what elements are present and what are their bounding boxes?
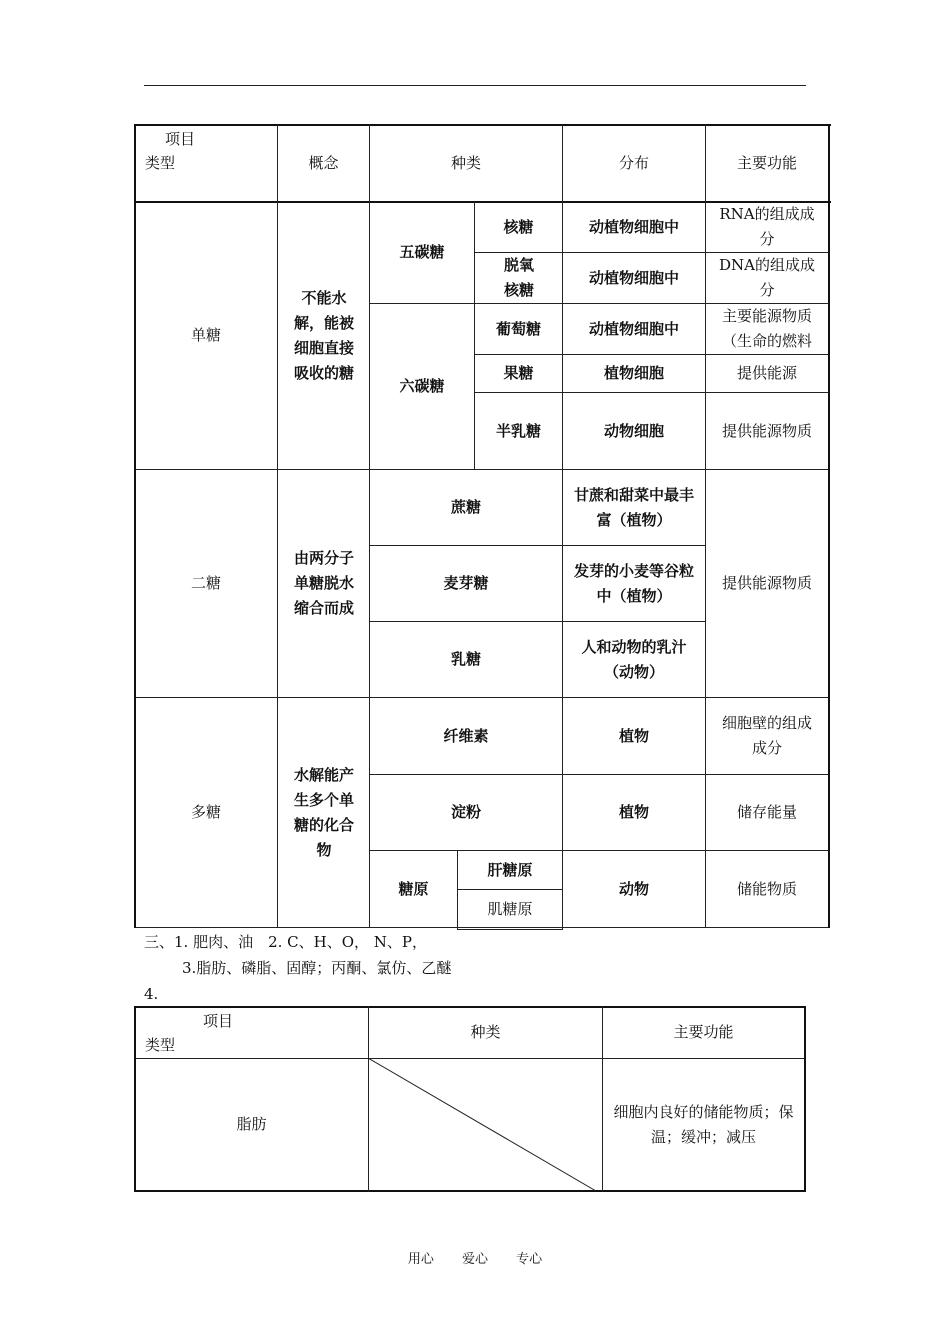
dist-ribose: 动植物细胞中 xyxy=(588,217,679,236)
dist-glucose: 动植物细胞中 xyxy=(588,319,679,338)
kind-liver-glycogen: 肝糖原 xyxy=(487,860,533,879)
kind-ribose: 核糖 xyxy=(503,217,534,236)
footer-word-2: 爱心 xyxy=(461,1252,488,1267)
kind-starch: 淀粉 xyxy=(450,803,481,821)
kind-sucrose: 蔗糖 xyxy=(450,498,481,516)
t2-corner-item: 项目 xyxy=(203,1012,234,1030)
dist-sucrose: 甘蔗和甜菜中最丰富（植物） xyxy=(573,485,694,529)
t2-header-function: 主要功能 xyxy=(673,1023,734,1041)
footer-word-3: 专心 xyxy=(516,1252,543,1267)
dist-galactose: 动物细胞 xyxy=(603,421,664,440)
kind-deoxyribose: 脱氧核糖 xyxy=(503,256,534,299)
func-deoxyribose: DNA的组成成分 xyxy=(719,256,815,299)
dist-maltose: 发芽的小麦等谷粒中（植物） xyxy=(573,561,694,605)
header-kinds: 种类 xyxy=(450,153,481,172)
func-glucose: 主要能源物质（生命的燃料 xyxy=(721,307,812,350)
footer-word-1: 用心 xyxy=(407,1252,434,1267)
t2-corner-type: 类型 xyxy=(145,1036,176,1054)
page-footer xyxy=(0,1248,950,1267)
diagonal-slash xyxy=(368,1058,602,1191)
kind-glucose: 葡萄糖 xyxy=(495,319,541,338)
header-rule xyxy=(144,85,806,86)
type-polysaccharide: 多糖 xyxy=(190,803,221,821)
dist-glycogen: 动物 xyxy=(618,880,649,898)
header-concept: 概念 xyxy=(308,153,339,172)
answer-line-2: 3.脂肪、磷脂、固醇；丙酮、氯仿、乙醚 xyxy=(182,959,452,977)
t2-type-fat: 脂肪 xyxy=(236,1115,267,1133)
kind-glycogen: 糖原 xyxy=(398,880,429,898)
func-glycogen: 储能物质 xyxy=(736,880,797,898)
type-disaccharide: 二糖 xyxy=(190,574,221,592)
dist-cellulose: 植物 xyxy=(618,726,649,745)
type-monosaccharide: 单糖 xyxy=(190,326,221,344)
kind-cellulose: 纤维素 xyxy=(443,726,489,745)
t2-header-kinds: 种类 xyxy=(470,1023,501,1041)
header-corner-item: 项目 xyxy=(165,130,196,148)
answer-line-3: 4. xyxy=(144,985,159,1003)
func-starch: 储存能量 xyxy=(736,803,797,821)
group-hexose: 六碳糖 xyxy=(399,377,445,395)
concept-disaccharide: 由两分子单糖脱水缩合而成 xyxy=(293,549,354,617)
kind-muscle-glycogen: 肌糖原 xyxy=(487,900,533,918)
header-function: 主要功能 xyxy=(736,153,797,172)
kind-galactose: 半乳糖 xyxy=(495,421,541,440)
func-cellulose: 细胞壁的组成成分 xyxy=(721,714,812,757)
dist-starch: 植物 xyxy=(618,803,649,821)
group-pentose: 五碳糖 xyxy=(399,243,445,261)
answer-line-1: 三、1. 肥肉、油 2. C、H、O， N、P， xyxy=(144,933,428,951)
dist-lactose: 人和动物的乳汁（动物） xyxy=(581,637,687,681)
dist-deoxyribose: 动植物细胞中 xyxy=(588,268,679,287)
header-distribution: 分布 xyxy=(618,153,649,172)
t2-func-fat: 细胞内良好的储能物质；保温；缓冲；减压 xyxy=(613,1102,794,1146)
func-galactose: 提供能源物质 xyxy=(721,421,812,440)
dist-fructose: 植物细胞 xyxy=(603,364,664,382)
kind-maltose: 麦芽糖 xyxy=(443,574,489,592)
func-ribose: RNA的组成成分 xyxy=(719,205,815,248)
func-disaccharide: 提供能源物质 xyxy=(721,574,812,592)
header-corner-type: 类型 xyxy=(145,154,176,172)
kind-lactose: 乳糖 xyxy=(450,650,481,668)
func-fructose: 提供能源 xyxy=(736,364,797,382)
concept-polysaccharide: 水解能产生多个单糖的化合物 xyxy=(293,765,354,859)
kind-fructose: 果糖 xyxy=(503,364,534,382)
concept-monosaccharide: 不能水解，能被细胞直接吸收的糖 xyxy=(293,288,354,382)
